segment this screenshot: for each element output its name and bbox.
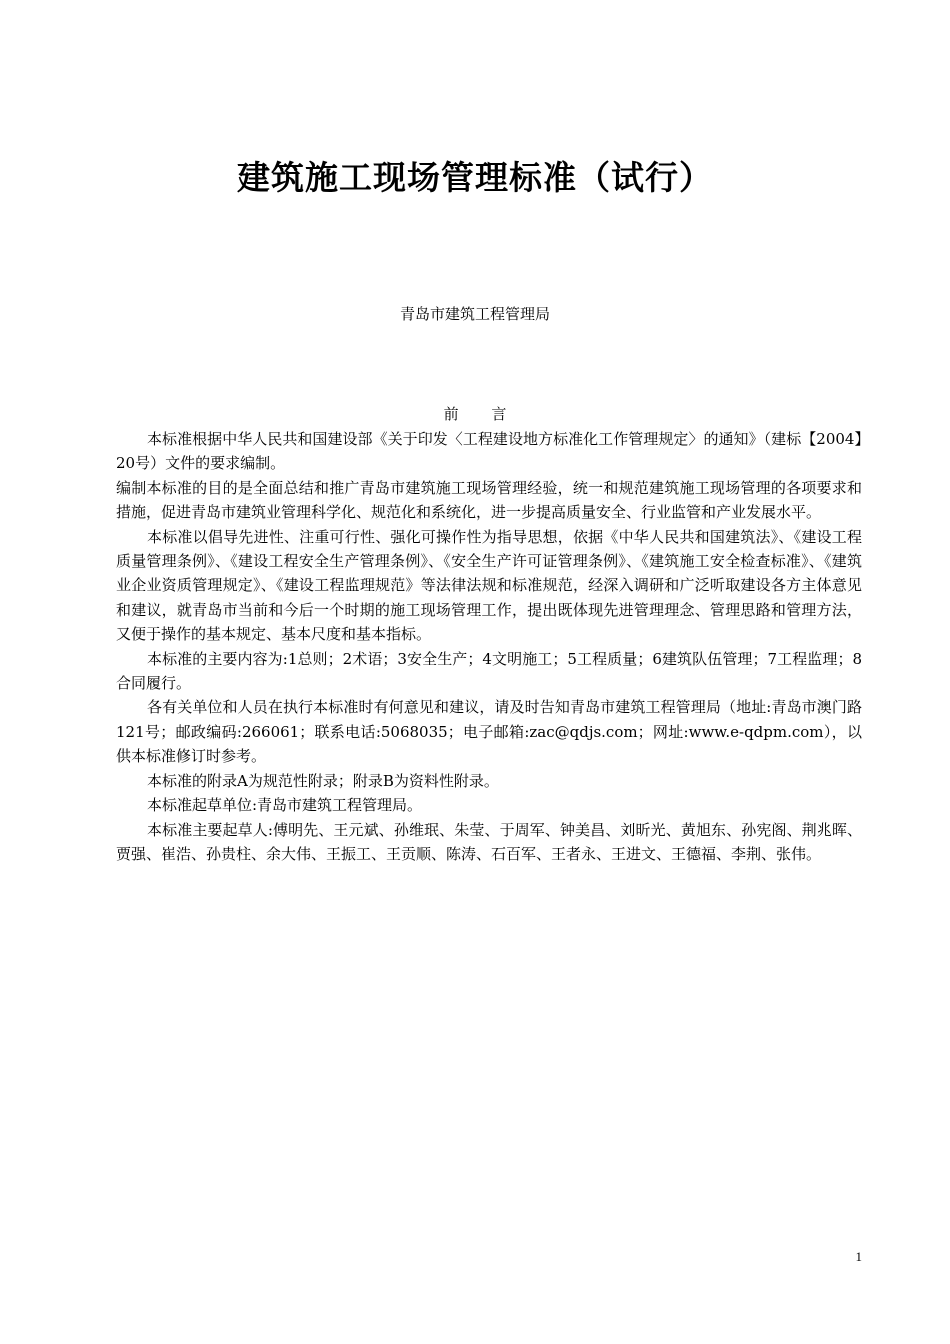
paragraph-contents: 本标准的主要内容为:1总则；2术语；3安全生产；4文明施工；5工程质量；6建筑队伍管理；7工程监理；8合同履行。 [116,649,862,693]
paragraph-feedback: 各有关单位和人员在执行本标准时有何意见和建议，请及时告知青岛市建筑工程管理局（地址:青岛市澳门路121号；邮政编码:266061；联系电话:5068035；电子邮箱:zac@qdjs.com；网址:www.e-qdpm.com），以供本标准修订时参考。 [116,698,862,766]
document-title: 建筑施工现场管理标准（试行） [237,158,713,197]
paragraph-guiding-principles: 本标准以倡导先进性、注重可行性、强化可操作性为指导思想，依据《中华人民共和国建筑法》、《建设工程质量管理条例》、《建设工程安全生产管理条例》、《安全生产许可证管理条例》、《建筑施工安全检查标准》、《建筑业企业资质管理规定》、《建设工程监理规范》等法律法规和标准规范，经深入调研和广泛听取建设各方主体意见和建议，就青岛市当前和今后一个时期的施工现场管理工作，提出既体现先进管理理念、管理思路和管理方法，又便于操作的基本规定、基本尺度和基本指标。 [116,527,862,644]
paragraph-drafting-unit: 本标准起草单位:青岛市建筑工程管理局。 [147,796,423,815]
preface-body [116,427,862,866]
paragraph-basis: 本标准根据中华人民共和国建设部《关于印发〈工程建设地方标准化工作管理规定〉的通知》（建标【2004】20号）文件的要求编制。 [116,430,862,473]
paragraph-purpose: 编制本标准的目的是全面总结和推广青岛市建筑施工现场管理经验，统一和规范建筑施工现场管理的各项要求和措施，促进青岛市建筑业管理科学化、规范化和系统化，进一步提高质量安全、行业监管和产业发展水平。 [116,478,862,522]
paragraph-appendix: 本标准的附录A为规范性附录；附录B为资料性附录。 [147,771,499,790]
paragraph-drafters: 本标准主要起草人:傅明先、王元斌、孙维珉、朱莹、于周军、钟美昌、刘昕光、黄旭东、孙宪阁、荆兆晖、贾强、崔浩、孙贵柱、余大伟、王振工、王贡顺、陈涛、石百军、王者永、王进文、王德福、李荆、张伟。 [116,820,862,863]
preface-heading: 前 言 [443,405,521,423]
page-number: 1 [855,1249,862,1264]
issuing-authority: 青岛市建筑工程管理局 [399,305,550,323]
